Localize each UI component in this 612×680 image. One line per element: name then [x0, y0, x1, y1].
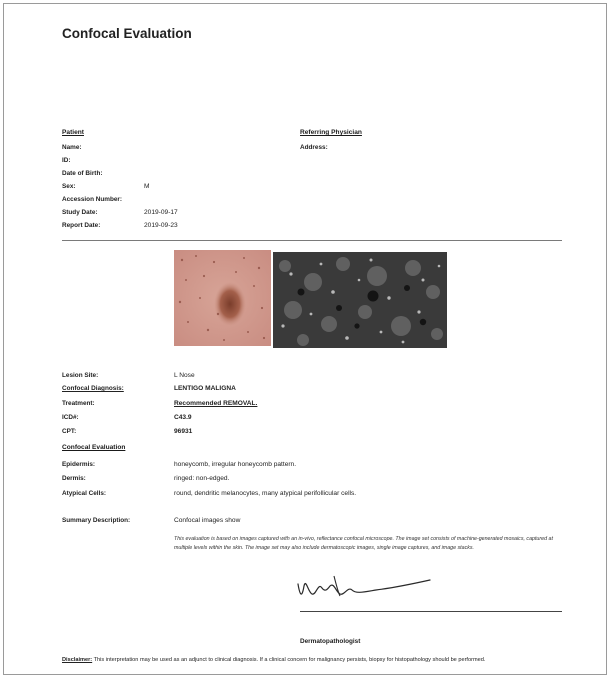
signature-role: Dermatopathologist [300, 638, 361, 645]
lesion-site-value: L Nose [174, 372, 195, 379]
report-title: Confocal Evaluation [62, 26, 192, 41]
study-date-label: Study Date: [62, 209, 98, 216]
report-date-label: Report Date: [62, 222, 101, 229]
summary-note: This evaluation is based on images captured with an in-vivo, reflectance confocal microscope. The image set consists of machine-generated mosaics, captured at multiple levels within the skin. The image set may also include dermatoscopic images, single image captures, and image stacks. [174, 536, 553, 551]
dob-label: Date of Birth: [62, 170, 103, 177]
confocal-mosaic-image [273, 252, 447, 348]
accession-label: Accession Number: [62, 196, 123, 203]
cpt-value: 96931 [174, 428, 193, 435]
disclaimer [62, 657, 562, 663]
epidermis-label: Epidermis: [62, 461, 96, 468]
summary-value: Confocal images show [174, 517, 241, 524]
icd-label: ICD#: [62, 414, 79, 421]
icd-value: C43.9 [174, 414, 192, 421]
disclaimer-text: This interpretation may be used as an adjunct to clinical diagnosis. If a clinical concern for malignancy persists, biopsy for histopathology should be performed. [93, 657, 486, 663]
address-label: Address: [300, 144, 328, 151]
header-divider [62, 240, 562, 241]
report-date-value: 2019-09-23 [144, 222, 178, 229]
confocal-evaluation-header: Confocal Evaluation [62, 444, 126, 451]
atypical-cells-label: Atypical Cells: [62, 490, 107, 497]
confocal-diagnosis-label: Confocal Diagnosis: [62, 385, 124, 392]
signature [294, 570, 434, 606]
summary-label: Summary Description: [62, 517, 131, 524]
sex-value: M [144, 183, 150, 190]
sex-label: Sex: [62, 183, 76, 190]
signature-line [300, 611, 562, 612]
dermis-label: Dermis: [62, 475, 86, 482]
name-label: Name: [62, 144, 82, 151]
confocal-diagnosis-value: LENTIGO MALIGNA [174, 385, 236, 392]
treatment-label: Treatment: [62, 400, 95, 407]
patient-header: Patient [62, 129, 84, 136]
referring-physician-header: Referring Physician [300, 129, 362, 136]
id-label: ID: [62, 157, 71, 164]
report-page [3, 3, 607, 675]
dermatoscopic-image [174, 250, 271, 346]
disclaimer-label: Disclaimer: [62, 657, 93, 663]
dermis-value: ringed: non-edged. [174, 475, 230, 482]
epidermis-value: honeycomb, irregular honeycomb pattern. [174, 461, 297, 468]
treatment-value: Recommended REMOVAL. [174, 400, 258, 407]
study-date-value: 2019-09-17 [144, 209, 178, 216]
cpt-label: CPT: [62, 428, 77, 435]
lesion-site-label: Lesion Site: [62, 372, 99, 379]
atypical-cells-value: round, dendritic melanocytes, many atypical perifollicular cells. [174, 490, 357, 497]
